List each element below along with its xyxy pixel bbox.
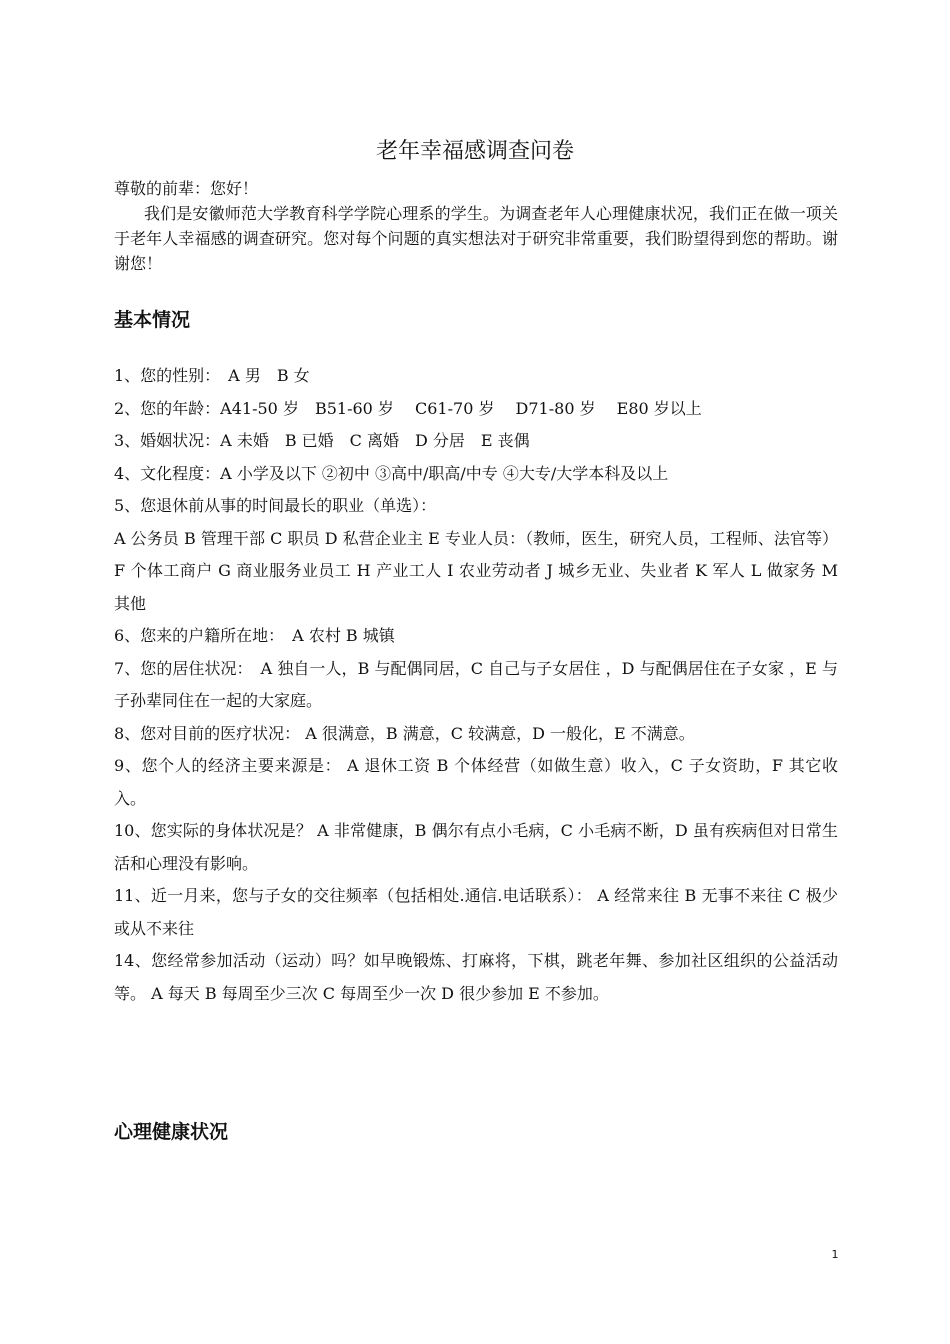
page-number: 1 (831, 1248, 839, 1261)
greeting: 尊敬的前辈：您好！ (114, 179, 259, 198)
question-item: 11、近一月来，您与子女的交往频率（包括相处.通信.电话联系）： A 经常来往 B 无事不来往 C 极少或从不来往 (114, 886, 838, 938)
document-title: 老年幸福感调查问卷 (375, 139, 574, 164)
question-item: 10、您实际的身体状况是？ A 非常健康，B 偶尔有点小毛病，C 小毛病不断，D 虽有疾病但对日常生活和心理没有影响。 (114, 821, 838, 873)
section-heading-basic: 基本情况 (114, 309, 191, 331)
section-heading-mental-health: 心理健康状况 (114, 1121, 229, 1143)
intro-paragraph: 我们是安徽师范大学教育科学学院心理系的学生。为调查老年人心理健康状况，我们正在做一项关于老年人幸福感的调查研究。您对每个问题的真实想法对于研究非常重要，我们盼望得到您的帮助。谢谢您！ (114, 204, 838, 273)
question-item: 6、您来的户籍所在地： A 农村 B 城镇 (114, 626, 395, 645)
question-item: 14、您经常参加活动（运动）吗？如早晚锻炼、打麻将，下棋，跳老年舞、参加社区组织的公益活动等。 A 每天 B 每周至少三次 C 每周至少一次 D 很少参加 E 不参加。 (114, 951, 838, 1003)
question-item: 7、您的居住状况： A 独自一人，B 与配偶同居，C 自己与子女居住 ，D 与配偶居住在子女家 ，E 与子孙辈同住在一起的大家庭。 (114, 658, 838, 710)
question-options: A 公务员 B 管理干部 C 职员 D 私营企业主 E 专业人员：（教师，医生，研究人员，工程师、法官等） F 个体工商户 G 商业服务业员工 H 产业工人 I 农业劳动者 J 城乡无业、失业者 K 军人 L 做家务 M 其他 (114, 528, 838, 613)
question-item: 1、您的性别： A 男 B 女 (114, 366, 310, 385)
question-item: 3、婚姻状况：A 未婚 B 已婚 C 离婚 D 分居 E 丧偶 (114, 431, 530, 450)
question-item: 8、您对目前的医疗状况： A 很满意，B 满意，C 较满意，D 一般化，E 不满意。 (114, 723, 695, 743)
question-item: 9、您个人的经济主要来源是： A 退休工资 B 个体经营（如做生意）收入，C 子女资助，F 其它收入。 (114, 756, 838, 808)
intro-block (114, 176, 838, 276)
question-item: 5、您退休前从事的时间最长的职业（单选）： (114, 496, 437, 515)
question-item: 2、您的年龄：A41-50 岁 B51-60 岁 C61-70 岁 D71-80 岁 E80 岁以上 (114, 398, 702, 418)
question-item: 4、文化程度：A 小学及以下 ②初中 ③高中/职高/中专 ④大专/大学本科及以上 (114, 463, 669, 483)
question-list (114, 360, 838, 1010)
